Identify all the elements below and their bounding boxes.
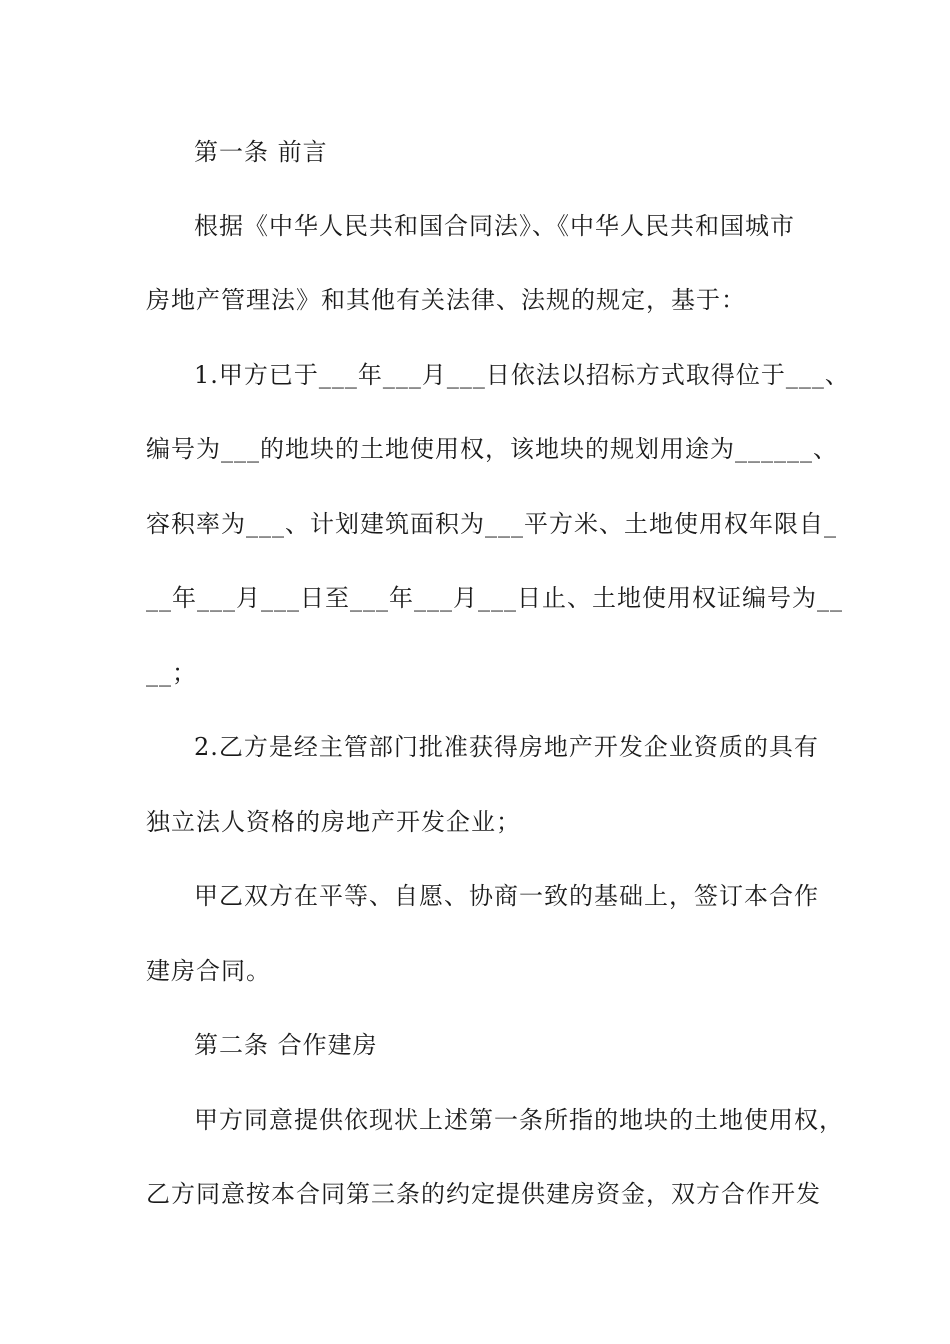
paragraph-line: 1.甲方已于___年___月___日依法以招标方式取得位于___、 xyxy=(194,361,850,389)
paragraph-line: 根据《中华人民共和国合同法》、《中华人民共和国城市 xyxy=(194,212,795,240)
paragraph-line: __年___月___日至___年___月___日止、土地使用权证编号为__ xyxy=(146,584,843,612)
paragraph-line: 独立法人资格的房地产开发企业； xyxy=(146,808,521,836)
paragraph-line: 乙方同意按本合同第三条的约定提供建房资金，双方合作开发 xyxy=(146,1180,821,1208)
paragraph-line: 房地产管理法》和其他有关法律、法规的规定，基于： xyxy=(146,286,746,314)
paragraph-line: 编号为___的地块的土地使用权，该地块的规划用途为______、 xyxy=(146,435,838,463)
paragraph-line: 甲乙双方在平等、自愿、协商一致的基础上，签订本合作 xyxy=(194,882,819,910)
paragraph-line: 甲方同意提供依现状上述第一条所指的地块的土地使用权， xyxy=(194,1106,844,1134)
paragraph-line: __； xyxy=(146,659,197,687)
paragraph-line: 容积率为___、计划建筑面积为___平方米、土地使用权年限自_ xyxy=(146,510,837,538)
paragraph-line: 2.乙方是经主管部门批准获得房地产开发企业资质的具有 xyxy=(194,733,819,761)
article-1-heading: 第一条 前言 xyxy=(194,138,328,166)
paragraph-line: 建房合同。 xyxy=(146,957,271,985)
article-2-heading: 第二条 合作建房 xyxy=(194,1031,378,1059)
